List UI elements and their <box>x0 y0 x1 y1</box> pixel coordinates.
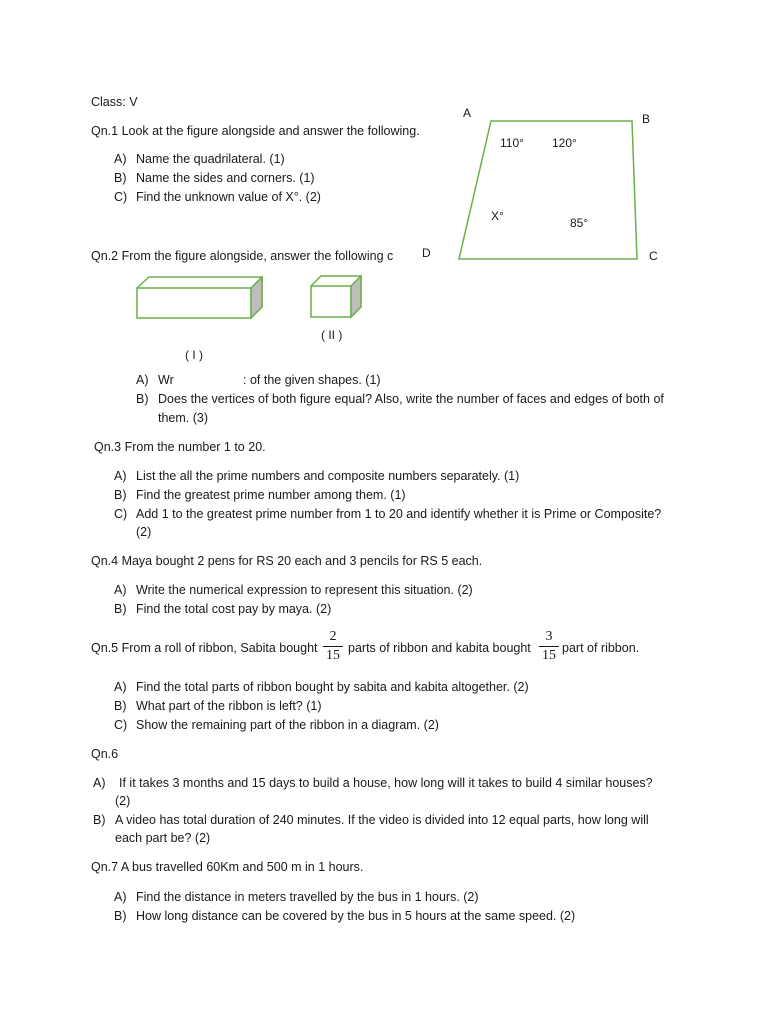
q6-item-a: A) If it takes 3 months and 15 days to build a house, how long will it takes to build 4 similar houses? <box>93 776 653 790</box>
q3-item-c-cont: (2) <box>136 525 152 539</box>
q7-stem: Qn.7 A bus travelled 60Km and 500 m in 1 hours. <box>91 860 364 874</box>
q5-stem-part1: Qn.5 From a roll of ribbon, Sabita bought <box>91 641 318 655</box>
angle-label-a: 110° <box>500 136 524 150</box>
q2-item-b-cont: them. (3) <box>158 411 209 425</box>
q5-fraction-kabita: 3 15 <box>539 629 559 664</box>
q6-item-b: B) A video has total duration of 240 minutes. If the video is divided into 12 equal parts, how long will <box>93 813 649 827</box>
q3-item-a: A) List the all the prime numbers and composite numbers separately. (1) <box>114 469 520 483</box>
q1-stem: Qn.1 Look at the figure alongside and answer the following. <box>91 124 420 138</box>
q6-stem: Qn.6 <box>91 747 119 761</box>
cube-figure <box>311 276 361 317</box>
q5-fraction-sabita: 2 15 <box>323 629 343 664</box>
shape-label-2: ( II ) <box>321 328 343 342</box>
q5-stem-part2: parts of ribbon and kabita bought <box>348 641 531 655</box>
shape-label-1: ( I ) <box>185 348 203 362</box>
q1-item-a: A) Name the quadrilateral. (1) <box>114 152 285 166</box>
q3-item-b: B) Find the greatest prime number among them. (1) <box>114 488 406 502</box>
q6-item-b-cont: each part be? (2) <box>115 831 211 845</box>
q5-item-c: C) Show the remaining part of the ribbon in a diagram. (2) <box>114 718 439 732</box>
q2-stem: Qn.2 From the figure alongside, answer the following c <box>91 249 394 263</box>
class-label: Class: V <box>91 95 138 109</box>
angle-label-c: 85° <box>570 216 589 230</box>
q2-item-a-rest: : of the given shapes. (1) <box>243 373 381 387</box>
q6-item-a-cont: (2) <box>115 794 131 808</box>
q5-item-a: A) Find the total parts of ribbon bought by sabita and kabita altogether. (2) <box>114 680 529 694</box>
vertex-label-d: D <box>422 246 431 260</box>
q5-item-b: B) What part of the ribbon is left? (1) <box>114 699 322 713</box>
q7-item-b: B) How long distance can be covered by the bus in 5 hours at the same speed. (2) <box>114 909 576 923</box>
q1-item-b: B) Name the sides and corners. (1) <box>114 171 315 185</box>
q2-item-a: A) Wr <box>136 373 174 387</box>
angle-label-b: 120° <box>552 136 577 150</box>
vertex-label-b: B <box>642 112 651 126</box>
q3-stem: Qn.3 From the number 1 to 20. <box>94 440 266 454</box>
vertex-label-c: C <box>649 249 658 263</box>
q4-item-b: B) Find the total cost pay by maya. (2) <box>114 602 332 616</box>
q2-item-b: B) Does the vertices of both figure equal? Also, write the number of faces and edges of both of <box>136 392 664 406</box>
q7-item-a: A) Find the distance in meters travelled by the bus in 1 hours. (2) <box>114 890 479 904</box>
cuboid-figure <box>137 277 262 318</box>
q5-stem-part3: part of ribbon. <box>562 641 640 655</box>
q4-stem: Qn.4 Maya bought 2 pens for RS 20 each and 3 pencils for RS 5 each. <box>91 554 483 568</box>
angle-label-d: X° <box>491 209 504 223</box>
q1-item-c: C) Find the unknown value of X°. (2) <box>114 190 321 204</box>
trapezium-figure <box>459 121 637 259</box>
vertex-label-a: A <box>463 106 472 120</box>
q3-item-c: C) Add 1 to the greatest prime number from 1 to 20 and identify whether it is Prime or Composite? <box>114 507 662 521</box>
q4-item-a: A) Write the numerical expression to represent this situation. (2) <box>114 583 473 597</box>
